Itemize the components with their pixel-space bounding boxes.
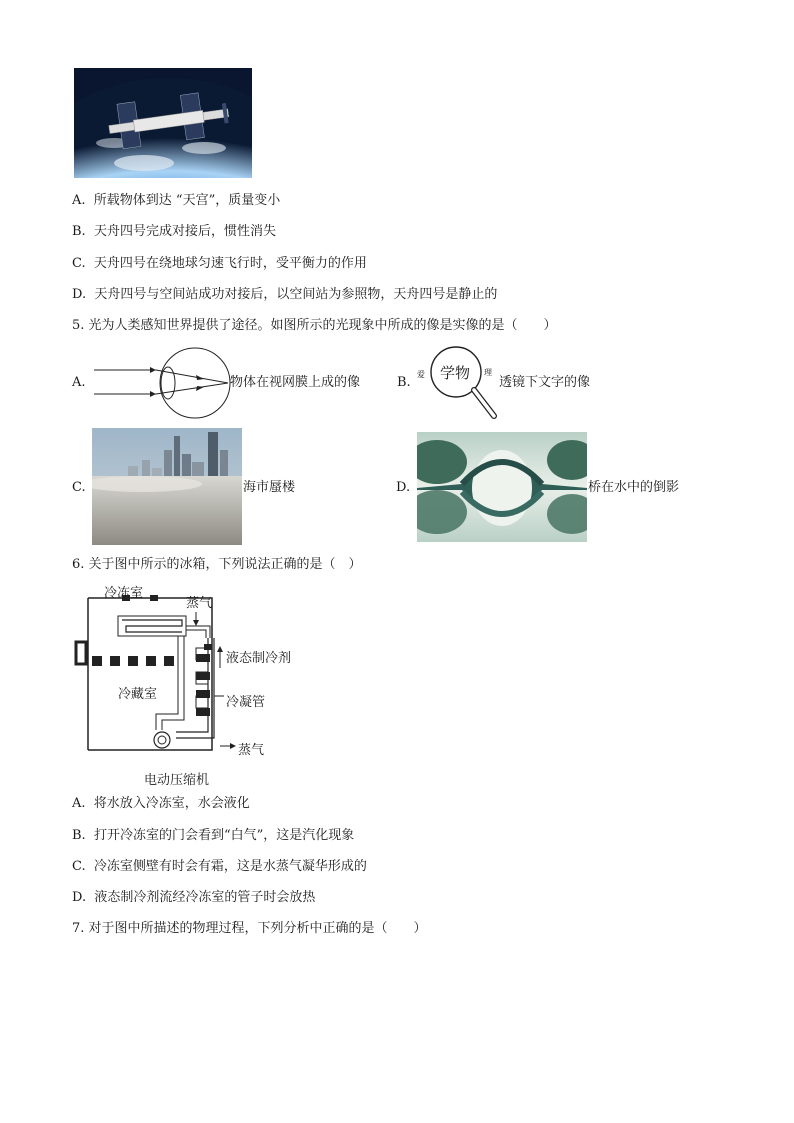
eye-diagram: [92, 346, 232, 422]
option-text: 将水放入冷冻室，水会液化: [93, 796, 250, 811]
q4-option-c[interactable]: [72, 255, 367, 273]
q5-option-a-caption: 物体在视网膜上成的像: [230, 375, 361, 390]
option-text: 天舟四号完成对接后，惯性消失: [93, 224, 276, 239]
option-text: 打开冷冻室的门会看到“白气”，这是汽化现象: [93, 828, 355, 843]
option-text: 冷冻室侧壁有时会有霜，这是水蒸气凝华形成的: [93, 859, 367, 874]
q5-option-c-letter[interactable]: C.: [72, 480, 86, 495]
option-text: 天舟四号在绕地球匀速飞行时，受平衡力的作用: [93, 256, 367, 271]
label-liquid-refrigerant: 液态制冷剂: [226, 651, 292, 666]
option-letter: B.: [72, 224, 86, 239]
option-text: 液态制冷剂流经冷冻室的管子时会放热: [94, 890, 316, 905]
option-letter: C.: [72, 256, 86, 271]
option-text: 所载物体到达 “天宫”，质量变小: [93, 193, 281, 208]
q5-option-b-letter[interactable]: B.: [397, 375, 411, 390]
q6-option-b[interactable]: [72, 827, 354, 845]
q4-option-d[interactable]: [72, 286, 497, 304]
q5-option-c-caption: 海市蜃楼: [243, 480, 296, 495]
option-letter: D.: [72, 890, 87, 905]
option-text: 天舟四号与空间站成功对接后，以空间站为参照物，天舟四号是静止的: [94, 287, 498, 302]
refrigerator-diagram: [72, 580, 312, 790]
q5-option-d-caption: 桥在水中的倒影: [588, 480, 680, 495]
option-letter: B.: [72, 828, 86, 843]
label-freezer: 冷冻室: [104, 586, 144, 601]
label-compressor: 电动压缩机: [144, 773, 210, 788]
q6-stem: 6. 关于图中所示的冰箱，下列说法正确的是（ ）: [72, 557, 362, 572]
mirage-photo: [92, 428, 242, 545]
label-fridge: 冷藏室: [118, 687, 158, 702]
option-letter: A.: [72, 193, 86, 208]
option-letter: C.: [72, 859, 86, 874]
magnifier-text-left: 爱: [417, 370, 425, 379]
option-letter: D.: [72, 287, 87, 302]
q6-option-d[interactable]: [72, 889, 315, 907]
q6-option-a[interactable]: [72, 795, 250, 813]
q5-option-d-letter[interactable]: D.: [396, 480, 411, 495]
label-condenser: 冷凝管: [226, 695, 266, 710]
q7-stem: 7. 对于图中所描述的物理过程，下列分析中正确的是（ ）: [72, 921, 427, 936]
q5-option-b-caption: 透镜下文字的像: [499, 375, 591, 390]
q4-option-b[interactable]: [72, 223, 276, 241]
space-station-photo: [74, 68, 252, 178]
bridge-reflection-photo: [417, 432, 587, 542]
option-letter: A.: [72, 796, 86, 811]
magnifier-text-center: 学物: [440, 364, 471, 382]
q5-option-a-letter[interactable]: A.: [72, 375, 86, 390]
magnifier-text-right: 理: [484, 368, 492, 377]
q5-stem: 5. 光为人类感知世界提供了途径。如图所示的光现象中所成的像是实像的是（ ）: [72, 318, 557, 333]
magnifier-diagram: [416, 344, 498, 422]
label-vapor-bottom: 蒸气: [238, 743, 265, 758]
q6-option-c[interactable]: [72, 858, 367, 876]
label-vapor-top: 蒸气: [186, 596, 213, 611]
q4-option-a[interactable]: [72, 192, 280, 210]
